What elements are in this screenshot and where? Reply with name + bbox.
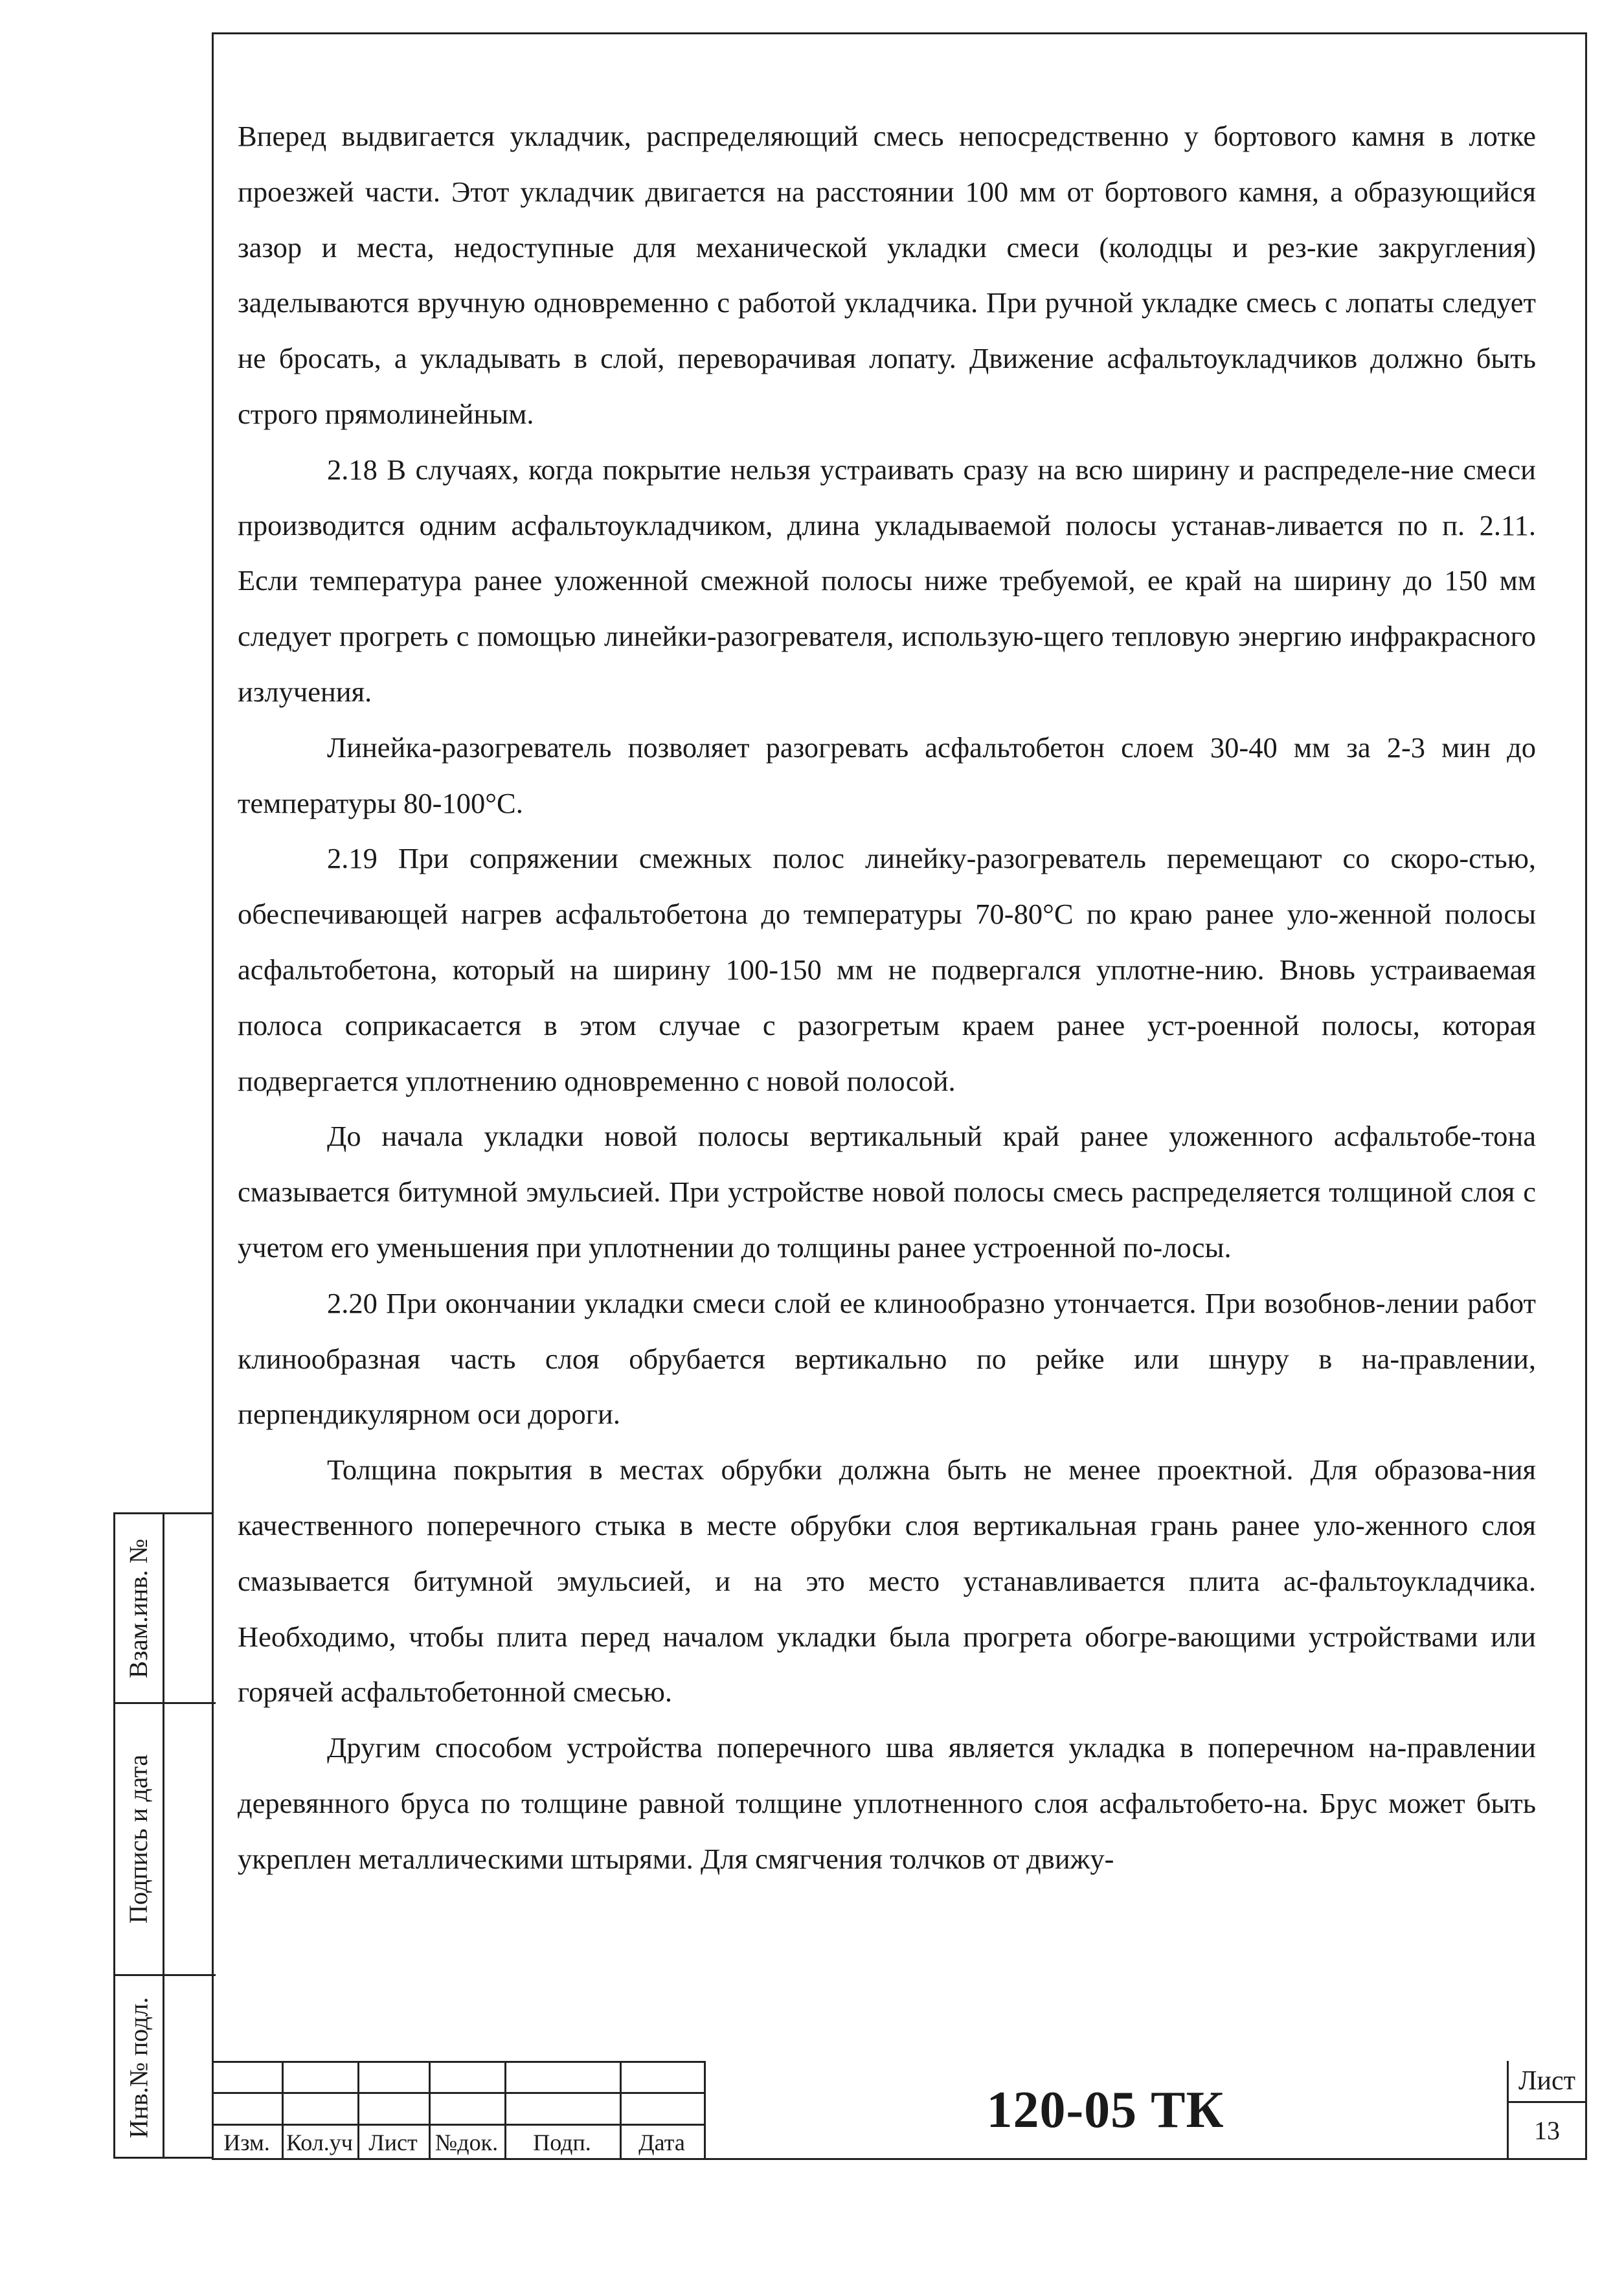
grid-line	[212, 2124, 704, 2126]
col-kol-uch: Кол.уч	[286, 2130, 353, 2155]
paragraph: 2.19 При сопряжении смежных полос линейку-разогреватель перемещают со скоро-стью, обеспечивающей нагрев асфальтобетона до температуры 70-80°С по краю ранее уло-женной полосы асфальтобетона, который на ширину 100-150 мм не подвергался уплотне-нию. Вновь устраиваемая полоса соприкасается в этом случае с разогретым краем ранее уст-роенной полосы, которая подвергается уплотнению одновременно с новой полосой.	[238, 842, 1536, 1097]
revision-grid	[212, 2061, 704, 2160]
paragraph: Толщина покрытия в местах обрубки должна быть не менее проектной. Для образова-ния качественного поперечного стыка в месте обрубки слоя вертикальная грань ранее уло-женного слоя смазывается битумной эмульсией, и на это место устанавливается плита ас-фальтоукладчика. Необходимо, чтобы плита перед началом укладки была прогрета обогре-вающими устройствами или горячей асфальтобетонной смесью.	[238, 1453, 1536, 1709]
col-list: Лист	[368, 2130, 418, 2155]
title-block	[212, 2061, 1587, 2160]
col-date: Дата	[638, 2130, 685, 2155]
col-doc-number: №док.	[434, 2130, 499, 2155]
paragraph: 2.20 При окончании укладки смеси слой ее клинообразно утончается. При возобнов-лении работ клинообразная часть слоя обрубается вертикально по рейке или шнуру в на-правлении, перпендикулярном оси дороги.	[238, 1286, 1536, 1431]
paragraph: Другим способом устройства поперечного шва является укладка в поперечном на-правлении деревянного бруса по толщине равной толщине уплотненного слоя асфальтобето-на. Брус может быть укреплен металлическими штырями. Для смягчения толчков от движу-	[238, 1731, 1536, 1875]
sheet-label: Лист	[1509, 2061, 1585, 2103]
sheet-number: 13	[1534, 2116, 1560, 2145]
stamp-replace-label: Взам.инв. №	[124, 1538, 153, 1678]
title-block-top-line	[212, 2061, 704, 2063]
paragraph: 2.18 В случаях, когда покрытие нельзя устраивать сразу на всю ширину и распределе-ние смеси производится одним асфальтоукладчиком, длина укладываемой полосы устанав-ливается по п. 2.11. Если температура ранее уложенной смежной полосы ниже требуемой, ее край на ширину до 150 мм следует прогреть с помощью линейки-разогревателя, использую-щего тепловую энергию инфракрасного излучения.	[238, 453, 1536, 708]
grid-line	[212, 2092, 704, 2094]
col-signature: Подп.	[533, 2130, 591, 2155]
col-izm: Изм.	[223, 2130, 270, 2155]
document-code: 120-05 ТК	[986, 2082, 1224, 2139]
stamp-signature-label: Подпись и дата	[124, 1754, 153, 1924]
paragraph: Линейка-разогреватель позволяет разогревать асфальтобетон слоем 30-40 мм за 2-3 мин до температуры 80-100°С.	[238, 731, 1536, 819]
paragraph: До начала укладки новой полосы вертикальный край ранее уложенного асфальтобе-тона смазывается битумной эмульсией. При устройстве новой полосы смесь распределяется толщиной слоя с учетом его уменьшения при уплотнении до толщины ранее устроенной по-лосы.	[238, 1120, 1536, 1264]
stamp-divider	[163, 1514, 164, 2159]
stamp-inventory-label: Инв.№ подл.	[124, 1997, 153, 2138]
side-stamp	[113, 1512, 214, 2159]
paragraph: Вперед выдвигается укладчик, распределяющий смесь непосредственно у бортового камня в лотке проезжей части. Этот укладчик двигается на расстоянии 100 мм от бортового камня, а образующийся зазор и места, недоступные для механической укладки смеси (колодцы и рез-кие закругления) заделываются вручную одновременно с работой укладчика. При ручной укладке смесь с лопаты следует не бросать, а укладывать в слой, переворачивая лопату. Движение асфальтоукладчиков должно быть строго прямолинейным.	[238, 120, 1536, 430]
body-text	[238, 109, 1536, 1887]
